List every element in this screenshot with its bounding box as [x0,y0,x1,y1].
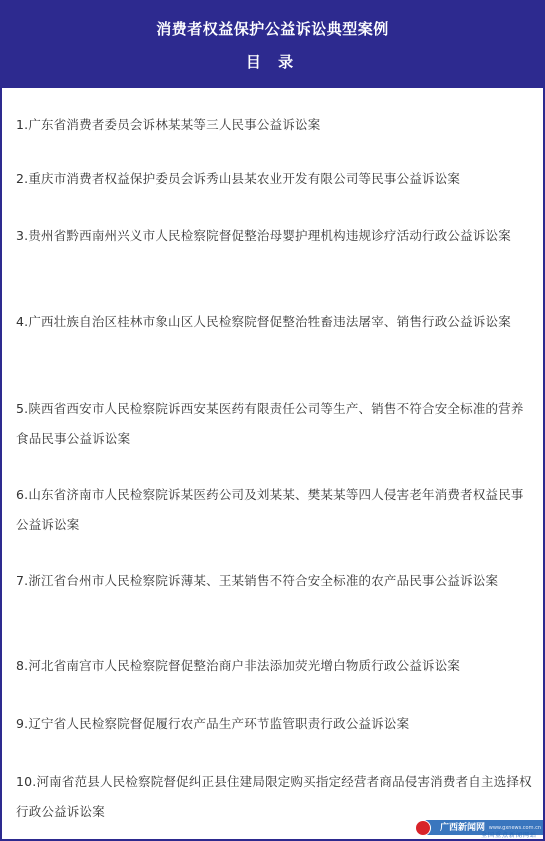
case-item-4: 4.广西壮族自治区桂林市象山区人民检察院督促整治牲畜违法屠宰、销售行政公益诉讼案 [16,314,511,329]
header-banner [2,2,543,88]
gxnews-logo-icon [415,820,431,836]
case-item-2: 2.重庆市消费者权益保护委员会诉秀山县某农业开发有限公司等民事公益诉讼案 [16,171,461,186]
case-item-6: 6.山东省济南市人民检察院诉某医药公司及刘某某、樊某某等四人侵害老年消费者权益民事公益诉讼案 [16,487,524,532]
gxnews-watermark [393,807,543,839]
case-item-3: 3.贵州省黔西南州兴义市人民检察院督促整治母婴护理机构违规诊疗活动行政公益诉讼案 [16,228,511,243]
case-item-5: 5.陕西省西安市人民检察院诉西安某医药有限责任公司等生产、销售不符合安全标准的营养食品民事公益诉讼案 [16,401,524,446]
toc-heading: 目 录 [245,53,300,71]
case-item-9: 9.辽宁省人民检察院督促履行农产品生产环节监管职责行政公益诉讼案 [16,716,410,731]
case-item-10: 10.河南省范县人民检察院督促纠正县住建局限定购买指定经营者商品侵害消费者自主选择权行政公益诉讼案 [16,774,532,819]
document-title: 消费者权益保护公益诉讼典型案例 [156,20,389,38]
case-item-8: 8.河北省南宫市人民检察院督促整治商户非法添加荧光增白物质行政公益诉讼案 [16,658,461,673]
watermark-name: 广西新闻网 [439,823,485,833]
watermark-slogan: 全国重点新闻网站 [480,832,537,839]
case-item-7: 7.浙江省台州市人民检察院诉薄某、王某销售不符合安全标准的农产品民事公益诉讼案 [16,573,499,588]
watermark-url: www.gxnews.com.cn [488,825,541,831]
case-item-1: 1.广东省消费者委员会诉林某某等三人民事公益诉讼案 [16,117,321,132]
